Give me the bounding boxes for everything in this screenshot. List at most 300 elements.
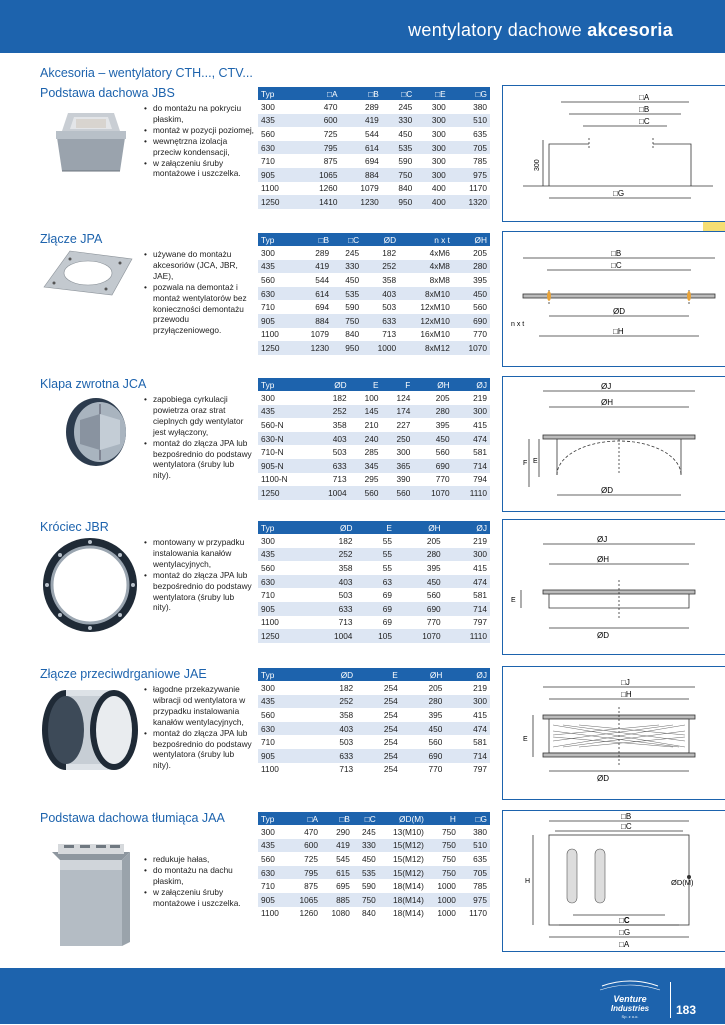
table-cell: 280 bbox=[401, 695, 446, 709]
table-cell: 630 bbox=[258, 287, 295, 301]
bullet: • w załączeniu śruby montażowe i uszczelka. bbox=[144, 158, 254, 180]
table-header-cell: Typ bbox=[258, 521, 307, 534]
table-header-cell: Typ bbox=[258, 378, 310, 391]
table-cell: 330 bbox=[353, 839, 379, 853]
spec-table bbox=[258, 812, 490, 920]
table-cell: 544 bbox=[315, 274, 330, 285]
table-cell: 300 bbox=[453, 405, 490, 419]
table-cell: 15(M12) bbox=[379, 839, 427, 853]
table-cell: 713 bbox=[338, 617, 353, 628]
table-cell: 300 bbox=[415, 168, 448, 182]
table-cell: 510 bbox=[449, 114, 490, 128]
bullet: • do montażu na pokryciu płaskim, bbox=[144, 103, 254, 125]
table-cell: 690 bbox=[413, 459, 452, 473]
table-cell: 1000 bbox=[437, 908, 456, 919]
table-cell: 435 bbox=[258, 405, 310, 419]
table-row bbox=[258, 341, 490, 355]
table-row bbox=[258, 907, 490, 921]
product-jbr bbox=[40, 519, 700, 659]
dim-label: ØD bbox=[597, 631, 609, 640]
table-row bbox=[258, 418, 490, 432]
title-light: wentylatory dachowe bbox=[408, 20, 582, 40]
product-jae bbox=[40, 666, 700, 806]
table-cell: 750 bbox=[441, 853, 456, 864]
table-row bbox=[258, 127, 490, 141]
table-cell: 18(M14) bbox=[393, 881, 424, 892]
table-header-cell: ØJ bbox=[444, 521, 490, 534]
table-cell: 633 bbox=[312, 749, 357, 763]
table-cell: 785 bbox=[473, 881, 487, 892]
dim-label: F bbox=[523, 460, 528, 467]
table-row bbox=[258, 287, 490, 301]
table-cell: 785 bbox=[473, 156, 487, 167]
dim-label: □C bbox=[619, 916, 630, 925]
table-cell: 1170 bbox=[469, 908, 487, 919]
table-row bbox=[258, 195, 490, 209]
table-cell: 252 bbox=[362, 260, 399, 274]
table-cell: 750 bbox=[332, 314, 362, 328]
table-cell: 884 bbox=[341, 168, 382, 182]
table-header-cell: □B bbox=[341, 87, 382, 100]
table-cell: 174 bbox=[382, 405, 414, 419]
table-cell: 474 bbox=[445, 722, 490, 736]
table-cell: 1260 bbox=[299, 908, 318, 919]
table-header-cell: □C bbox=[332, 233, 362, 246]
table-cell: 400 bbox=[431, 183, 446, 194]
table-row bbox=[258, 182, 490, 196]
table-row bbox=[258, 473, 490, 487]
table-header-cell: □B bbox=[321, 812, 353, 825]
table-row bbox=[258, 812, 490, 825]
table-cell: 714 bbox=[445, 749, 490, 763]
dim-label: □H bbox=[621, 690, 632, 699]
table-cell: 69 bbox=[382, 590, 392, 601]
page-number: 183 bbox=[676, 1003, 697, 1017]
table-row bbox=[258, 561, 490, 575]
table-cell: 450 bbox=[395, 575, 444, 589]
table-row bbox=[258, 246, 490, 260]
silencer-base-photo bbox=[50, 842, 132, 950]
table-cell: 69 bbox=[355, 602, 395, 616]
table-cell: 694 bbox=[315, 302, 330, 313]
table-cell: 403 bbox=[312, 722, 357, 736]
table-cell: 560 bbox=[428, 737, 443, 748]
table-cell: 295 bbox=[364, 474, 379, 485]
table-cell: 795 bbox=[299, 141, 340, 155]
table-cell: 280 bbox=[395, 548, 444, 562]
table-cell: 4xM8 bbox=[399, 260, 453, 274]
table-cell: 503 bbox=[332, 447, 347, 458]
table-cell: 1250 bbox=[258, 341, 295, 355]
table-cell: 560 bbox=[473, 302, 487, 313]
table-cell: 182 bbox=[338, 535, 353, 546]
table-cell: 254 bbox=[383, 764, 398, 775]
table-cell: 435 bbox=[258, 260, 295, 274]
table-cell: 1065 bbox=[299, 168, 340, 182]
table-cell: 630 bbox=[258, 575, 307, 589]
table-cell: 300 bbox=[261, 247, 275, 258]
table-cell: 1065 bbox=[289, 893, 321, 907]
table-cell: 1170 bbox=[469, 183, 487, 194]
table-header-cell: Typ bbox=[258, 87, 299, 100]
table-cell: 205 bbox=[426, 535, 441, 546]
dim-label: □G bbox=[619, 928, 631, 937]
table-row bbox=[258, 695, 490, 709]
roof-base-photo bbox=[50, 109, 132, 179]
table-cell: 300 bbox=[261, 101, 275, 112]
table-cell: 415 bbox=[473, 562, 487, 573]
table-cell: 1410 bbox=[299, 195, 340, 209]
table-cell: 705 bbox=[459, 866, 490, 880]
table-cell: 1079 bbox=[310, 329, 330, 340]
bullet: • używane do montażu akcesoriów (JCA, JBR, JAE), bbox=[144, 249, 254, 282]
table-cell: 1250 bbox=[258, 195, 299, 209]
table-row bbox=[258, 260, 490, 274]
technical-drawing bbox=[502, 85, 725, 222]
dim-label: □C bbox=[621, 822, 632, 831]
table-cell: 330 bbox=[382, 114, 415, 128]
dim-label: ØD bbox=[613, 307, 625, 316]
table-header-cell: ØH bbox=[395, 521, 444, 534]
table-cell: 403 bbox=[310, 432, 349, 446]
table-cell: 975 bbox=[459, 893, 490, 907]
table-header-cell: □A bbox=[289, 812, 321, 825]
table-cell: 450 bbox=[398, 128, 413, 139]
table-row bbox=[258, 141, 490, 155]
table-cell: 415 bbox=[473, 419, 487, 430]
table-header-cell: □A bbox=[299, 87, 340, 100]
table-cell: 450 bbox=[401, 722, 446, 736]
table-cell: 450 bbox=[413, 432, 452, 446]
svg-text:Industries: Industries bbox=[610, 1004, 650, 1013]
table-header-cell: ØH bbox=[401, 668, 446, 681]
table-cell: 124 bbox=[396, 392, 411, 403]
table-row bbox=[258, 575, 490, 589]
table-row bbox=[258, 154, 490, 168]
table-cell: 713 bbox=[382, 329, 397, 340]
table-cell: 905 bbox=[258, 168, 299, 182]
table-header-cell: E bbox=[356, 668, 401, 681]
dim-label: ØD bbox=[597, 774, 609, 783]
duct-spigot-photo bbox=[40, 535, 140, 635]
table-cell: 300 bbox=[261, 682, 275, 693]
table-cell: 797 bbox=[473, 764, 487, 775]
table-cell: 300 bbox=[431, 128, 446, 139]
table-cell: 435 bbox=[258, 114, 299, 128]
table-cell: 474 bbox=[453, 432, 490, 446]
table-cell: 55 bbox=[355, 548, 395, 562]
table-cell: 535 bbox=[332, 287, 362, 301]
dim-label: ØH bbox=[597, 555, 609, 564]
table-cell: 474 bbox=[444, 575, 490, 589]
product-jpa bbox=[40, 231, 700, 371]
table-cell: 63 bbox=[355, 575, 395, 589]
table-cell: 560 bbox=[261, 274, 275, 285]
table-cell: 560-N bbox=[261, 419, 284, 430]
table-cell: 614 bbox=[341, 141, 382, 155]
table-cell: 470 bbox=[323, 101, 338, 112]
table-cell: 840 bbox=[398, 183, 413, 194]
table-cell: 280 bbox=[453, 260, 490, 274]
table-header-cell: ØD(M) bbox=[379, 812, 427, 825]
dim-label: □C bbox=[611, 261, 622, 270]
table-cell: 714 bbox=[453, 459, 490, 473]
table-cell: 358 bbox=[332, 419, 347, 430]
table-cell: 219 bbox=[473, 535, 487, 546]
table-row bbox=[258, 749, 490, 763]
table-cell: 358 bbox=[339, 709, 354, 720]
table-row bbox=[258, 432, 490, 446]
table-cell: 300 bbox=[396, 447, 411, 458]
table-cell: 770 bbox=[426, 617, 441, 628]
table-cell: 694 bbox=[364, 156, 379, 167]
table-header-cell: Typ bbox=[258, 668, 312, 681]
table-cell: 400 bbox=[415, 195, 448, 209]
table-cell: 289 bbox=[315, 247, 330, 258]
table-row bbox=[258, 87, 490, 100]
table-cell: 8xM12 bbox=[399, 341, 453, 355]
dim-label: E bbox=[511, 597, 516, 604]
page-header bbox=[0, 0, 725, 53]
table-row bbox=[258, 100, 490, 114]
table-cell: 503 bbox=[339, 737, 354, 748]
table-cell: 600 bbox=[299, 114, 340, 128]
table-row bbox=[258, 391, 490, 405]
table-cell: 905 bbox=[258, 893, 289, 907]
feature-list bbox=[144, 249, 254, 336]
table-cell: 1100 bbox=[261, 183, 279, 194]
table-cell: 560 bbox=[261, 853, 275, 864]
table-row bbox=[258, 602, 490, 616]
table-cell: 100 bbox=[364, 392, 379, 403]
table-cell: 710 bbox=[261, 881, 275, 892]
bullet: • w załączeniu śruby montażowe i uszczelka. bbox=[144, 887, 254, 909]
table-row bbox=[258, 273, 490, 287]
table-header-cell: n x t bbox=[399, 233, 453, 246]
table-cell: 219 bbox=[473, 392, 487, 403]
table-cell: 975 bbox=[449, 168, 490, 182]
table-cell: 905 bbox=[258, 314, 295, 328]
table-row bbox=[258, 763, 490, 777]
table-cell: 1320 bbox=[449, 195, 490, 209]
table-cell: 18(M14) bbox=[379, 893, 427, 907]
table-row bbox=[258, 445, 490, 459]
bullet: • montaż do złącza JPA lub bezpośrednio do podstawy wentylatora (śruby lub nity). bbox=[144, 570, 254, 614]
bullet: • zapobiega cyrkulacji powietrza oraz strat cieplnych gdy wentylator jest wyłączony, bbox=[144, 394, 254, 438]
table-cell: 905 bbox=[258, 602, 307, 616]
table-row bbox=[258, 314, 490, 328]
table-cell: 300 bbox=[261, 535, 275, 546]
product-name: Podstawa dachowa tłumiąca JAA bbox=[40, 811, 225, 825]
table-cell: 560 bbox=[435, 447, 450, 458]
table-cell: 1110 bbox=[453, 486, 490, 500]
table-cell: 13(M10) bbox=[393, 826, 424, 837]
title-bold: akcesoria bbox=[587, 20, 673, 40]
table-header-cell: □C bbox=[353, 812, 379, 825]
table-row bbox=[258, 616, 490, 630]
table-cell: 770 bbox=[428, 764, 443, 775]
bullet: • pozwala na demontaż i montaż wentylatorów bez konieczności demontażu przewodu przyłączeniowego. bbox=[144, 282, 254, 337]
table-cell: 470 bbox=[304, 826, 318, 837]
product-name: Złącze JPA bbox=[40, 232, 103, 246]
table-cell: 950 bbox=[382, 195, 415, 209]
section-heading: Akcesoria – wentylatory CTH..., CTV... bbox=[40, 66, 253, 80]
table-cell: 725 bbox=[304, 853, 318, 864]
feature-list bbox=[144, 684, 254, 771]
bullet: • montaż do złącza JPA lub bezpośrednio do podstawy wentylatora (śruby lub nity). bbox=[144, 728, 254, 772]
table-cell: 69 bbox=[382, 617, 392, 628]
table-cell: 503 bbox=[338, 590, 353, 601]
table-cell: 419 bbox=[341, 114, 382, 128]
table-cell: 590 bbox=[345, 302, 360, 313]
bullet: • łagodne przekazywanie wibracji od wentylatora w przypadku instalowania kanałów wentylacyjnych, bbox=[144, 684, 254, 728]
table-row bbox=[258, 879, 490, 893]
bullet: • montaż w pozycji poziomej, bbox=[144, 125, 254, 136]
dim-label: ØH bbox=[601, 398, 613, 407]
table-cell: 300 bbox=[415, 114, 448, 128]
table-row bbox=[258, 405, 490, 419]
table-cell: 205 bbox=[473, 247, 487, 258]
table-cell: 630 bbox=[258, 141, 299, 155]
table-cell: 300 bbox=[431, 101, 446, 112]
table-cell: 633 bbox=[307, 602, 356, 616]
table-cell: 435 bbox=[258, 839, 289, 853]
product-name: Podstawa dachowa JBS bbox=[40, 86, 175, 100]
dim-label: □G bbox=[613, 189, 625, 198]
bullet: • montowany w przypadku instalowania kanałów wentylacyjnych, bbox=[144, 537, 254, 570]
table-cell: 4xM6 bbox=[429, 247, 450, 258]
table-cell: 345 bbox=[350, 459, 382, 473]
table-cell: 254 bbox=[356, 722, 401, 736]
table-cell: 560 bbox=[426, 590, 441, 601]
table-cell: 15(M12) bbox=[393, 853, 424, 864]
table-header-cell: H bbox=[427, 812, 459, 825]
dim-label: ØJ bbox=[597, 535, 608, 544]
table-header-cell: ØD bbox=[310, 378, 349, 391]
table-row bbox=[258, 300, 490, 314]
table-cell: 300 bbox=[261, 392, 275, 403]
table-cell: 710 bbox=[261, 156, 275, 167]
table-cell: 395 bbox=[473, 274, 487, 285]
table-cell: 403 bbox=[362, 287, 399, 301]
table-cell: 1000 bbox=[427, 893, 459, 907]
table-cell: 252 bbox=[307, 548, 356, 562]
table-row bbox=[258, 629, 490, 643]
table-row bbox=[258, 328, 490, 342]
table-cell: 535 bbox=[382, 141, 415, 155]
table-header-cell: ØJ bbox=[453, 378, 490, 391]
table-cell: 380 bbox=[473, 826, 487, 837]
table-cell: 450 bbox=[453, 287, 490, 301]
table-cell: 630 bbox=[258, 722, 312, 736]
table-cell: 254 bbox=[383, 737, 398, 748]
table-cell: 182 bbox=[332, 392, 347, 403]
dim-label: □A bbox=[619, 940, 630, 949]
table-row bbox=[258, 233, 490, 246]
feature-list bbox=[144, 537, 254, 613]
spec-table bbox=[258, 521, 490, 643]
table-cell: 280 bbox=[413, 405, 452, 419]
table-cell: 245 bbox=[345, 247, 360, 258]
table-row bbox=[258, 486, 490, 500]
table-cell: 590 bbox=[398, 156, 413, 167]
table-cell: 1080 bbox=[331, 908, 350, 919]
table-cell: 770 bbox=[473, 329, 487, 340]
table-cell: 750 bbox=[382, 168, 415, 182]
table-cell: 1004 bbox=[307, 629, 356, 643]
table-cell: 600 bbox=[289, 839, 321, 853]
table-cell: 750 bbox=[353, 893, 379, 907]
table-header-cell: ØH bbox=[413, 378, 452, 391]
product-jbs bbox=[40, 85, 700, 225]
venture-industries-logo bbox=[596, 978, 664, 1020]
table-cell: 1000 bbox=[362, 341, 399, 355]
table-cell: 545 bbox=[336, 853, 350, 864]
table-cell: 797 bbox=[473, 617, 487, 628]
table-cell: 614 bbox=[295, 287, 332, 301]
table-cell: 535 bbox=[353, 866, 379, 880]
table-header-cell: □C bbox=[382, 87, 415, 100]
table-cell: 750 bbox=[427, 866, 459, 880]
dim-label: □H bbox=[613, 327, 624, 336]
table-cell: 630 bbox=[258, 866, 289, 880]
table-cell: 794 bbox=[473, 474, 487, 485]
dim-label: □B bbox=[611, 249, 622, 258]
table-cell: 1100-N bbox=[261, 474, 288, 485]
table-cell: 435 bbox=[258, 548, 307, 562]
table-cell: 12xM10 bbox=[399, 314, 453, 328]
table-cell: 695 bbox=[336, 881, 350, 892]
table-cell: 1230 bbox=[295, 341, 332, 355]
table-cell: 690 bbox=[395, 602, 444, 616]
svg-text:Venture: Venture bbox=[613, 994, 647, 1004]
feature-list bbox=[144, 854, 254, 909]
table-cell: 905 bbox=[258, 749, 312, 763]
technical-drawing bbox=[502, 376, 725, 512]
table-header-cell: Typ bbox=[258, 812, 289, 825]
table-cell: 210 bbox=[364, 419, 379, 430]
table-cell: 713 bbox=[332, 474, 347, 485]
dim-label: □C bbox=[639, 117, 650, 126]
table-cell: 205 bbox=[428, 682, 443, 693]
dim-label: E bbox=[533, 458, 538, 465]
table-cell: 710 bbox=[261, 302, 275, 313]
table-cell: 358 bbox=[382, 274, 397, 285]
product-jca bbox=[40, 376, 700, 516]
table-cell: 884 bbox=[295, 314, 332, 328]
table-cell: 1250 bbox=[258, 629, 307, 643]
table-header-cell: □B bbox=[295, 233, 332, 246]
product-name: Klapa zwrotna JCA bbox=[40, 377, 147, 391]
table-cell: 905-N bbox=[258, 459, 310, 473]
table-cell: 1100 bbox=[261, 617, 279, 628]
product-name: Króciec JBR bbox=[40, 520, 109, 534]
table-cell: 395 bbox=[435, 419, 450, 430]
table-cell: 615 bbox=[321, 866, 353, 880]
flexible-connector-photo bbox=[40, 686, 140, 772]
table-cell: 365 bbox=[382, 459, 414, 473]
flange-plate-photo bbox=[40, 247, 140, 299]
table-row bbox=[258, 534, 490, 548]
table-cell: 725 bbox=[323, 128, 338, 139]
dim-label: 300 bbox=[534, 159, 541, 171]
table-cell: 581 bbox=[473, 590, 487, 601]
table-cell: 250 bbox=[382, 432, 414, 446]
table-cell: 635 bbox=[473, 128, 487, 139]
feature-list bbox=[144, 103, 254, 179]
table-row bbox=[258, 168, 490, 182]
check-valve-photo bbox=[60, 392, 138, 470]
